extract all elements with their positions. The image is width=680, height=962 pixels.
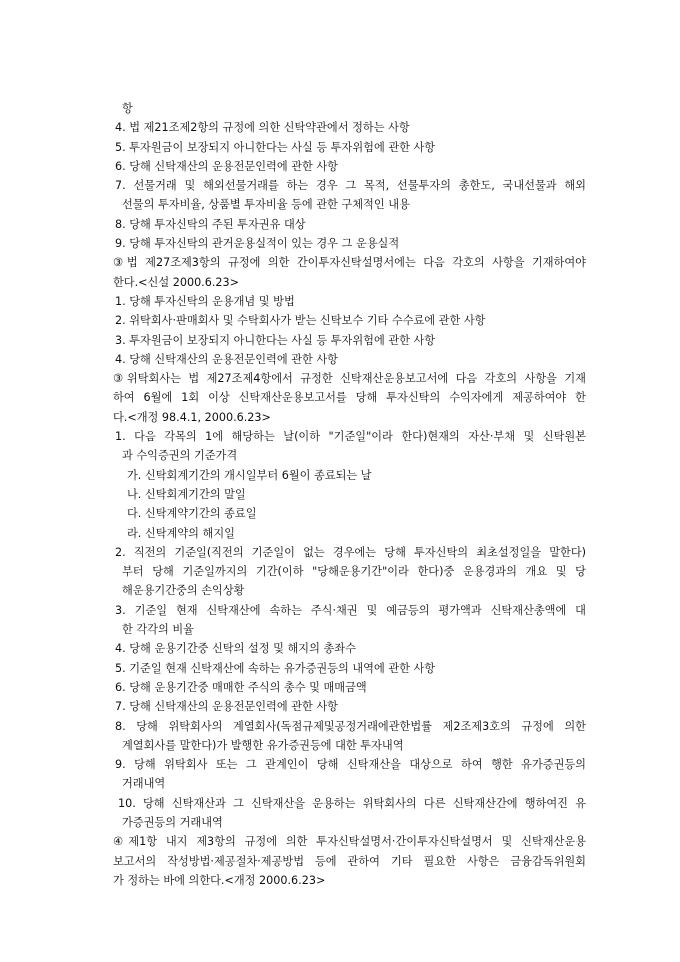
- list-item-continuation: 해운용기간중의 손익상황: [122, 584, 245, 598]
- list-item: 4. 당해 운용기간중 신탁의 설정 및 해지의 총좌수: [115, 642, 356, 656]
- list-item: 3. 투자원금이 보장되지 아니한다는 사실 등 투자위험에 관한 사항: [115, 333, 436, 347]
- list-item: 7. 선물거래 및 해외선물거래를 하는 경우 그 목적, 선물투자의 총한도, 국내선물과 해외: [115, 179, 586, 193]
- sub-item: 나. 신탁회계기간의 말일: [127, 487, 246, 501]
- list-item: 2. 위탁회사·판매회사 및 수탁회사가 받는 신탁보수 기타 수수료에 관한 사항: [115, 314, 486, 328]
- list-item-continuation: 계열회사를 말한다)가 발행한 유가증권등에 대한 투자내역: [122, 738, 404, 752]
- list-item: 2. 직전의 기준일(직전의 기준일이 없는 경우에는 당해 투자신탁의 최초설정일을 말한다): [115, 545, 586, 559]
- paragraph-line: 한다.<신설 2000.6.23>: [113, 275, 240, 289]
- paragraph-line: 가 정하는 바에 의한다.<개정 2000.6.23>: [113, 873, 326, 887]
- sub-item: 가. 신탁회계기간의 개시일부터 6월이 종료되는 날: [127, 468, 372, 482]
- list-item: 6. 당해 운용기간중 매매한 주식의 총수 및 매매금액: [115, 680, 367, 694]
- paragraph-line: 보고서의 작성방법·제공절차·제공방법 등에 관하여 기타 필요한 사항은 금융감독위원회: [113, 854, 586, 868]
- list-item: 10. 당해 신탁재산과 그 신탁재산을 운용하는 위탁회사의 다른 신탁재산간에 행하여진 유: [118, 796, 586, 810]
- list-item: 8. 당해 위탁회사의 계열회사(독점규제및공정거래에관한법률 제2조제3호의 규정에 의한: [115, 719, 586, 733]
- list-item: 9. 당해 위탁회사 또는 그 관계인이 당해 신탁재산을 대상으로 하여 행한 유가증권등의: [115, 758, 586, 772]
- list-item-continuation: 과 수익증권의 기준가격: [122, 449, 238, 463]
- document-body: [113, 99, 586, 890]
- list-item: 5. 투자원금이 보장되지 아니한다는 사실 등 투자위험에 관한 사항: [115, 140, 436, 154]
- list-item: 4. 법 제21조제2항의 규정에 의한 신탁약관에서 정하는 사항: [115, 121, 410, 135]
- list-item: 3. 기준일 현재 신탁재산에 속하는 주식·채권 및 예금등의 평가액과 신탁재산총액에 대: [115, 603, 586, 617]
- list-item: 8. 당해 투자신탁의 주된 투자권유 대상: [115, 217, 306, 231]
- list-item: 9. 당해 투자신탁의 관거운용실적이 있는 경우 그 운용실적: [115, 237, 400, 251]
- paragraph-line: ③위탁회사는 법 제27조제4항에서 규정한 신탁재산운용보고서에 다음 각호의 사항을 기재: [113, 372, 586, 386]
- list-item-continuation: 한 각각의 비율: [122, 623, 194, 637]
- paragraph-line: ④제1항 내지 제3항의 규정에 의한 투자신탁설명서·간이투자신탁설명서 및 신탁재산운용: [113, 835, 586, 849]
- list-item: 1. 당해 투자신탁의 운용개념 및 방법: [115, 294, 295, 308]
- list-item: 5. 기준일 현재 신탁재산에 속하는 유가증권등의 내역에 관한 사항: [115, 661, 436, 675]
- list-item-continuation: 거래내역: [122, 777, 166, 791]
- list-item: 1. 다음 각목의 1에 해당하는 날(이하 "기준일"이라 한다)현재의 자산·부채 및 신탁원본: [115, 430, 586, 444]
- list-item: 4. 당해 신탁재산의 운용전문인력에 관한 사항: [115, 352, 338, 366]
- sub-item: 다. 신탁계약기간의 종료일: [127, 507, 257, 521]
- paragraph-line: ③법 제27조제3항의 규정에 의한 간이투자신탁설명서에는 다음 각호의 사항을 기재하여야: [113, 256, 586, 270]
- paragraph-line: 하여 6월에 1회 이상 신탁재산운용보고서를 당해 투자신탁의 수익자에게 제공하여야 한: [113, 391, 586, 405]
- list-item: 6. 당해 신탁재산의 운용전문인력에 관한 사항: [115, 159, 338, 173]
- list-item: 7. 당해 신탁재산의 운용전문인력에 관한 사항: [115, 700, 338, 714]
- list-item-continuation: 가증권등의 거래내역: [122, 815, 223, 829]
- text-line: 항: [122, 102, 133, 115]
- paragraph-line: 다.<개정 98.4.1, 2000.6.23>: [113, 410, 271, 424]
- list-item-continuation: 부터 당해 기준일까지의 기간(이하 "당해운용기간"이라 한다)중 운용경과의 개요 및 당: [122, 565, 586, 579]
- sub-item: 라. 신탁계약의 해지일: [127, 526, 235, 540]
- list-item-continuation: 선물의 투자비율, 상품별 투자비율 등에 관한 구체적인 내용: [122, 198, 410, 212]
